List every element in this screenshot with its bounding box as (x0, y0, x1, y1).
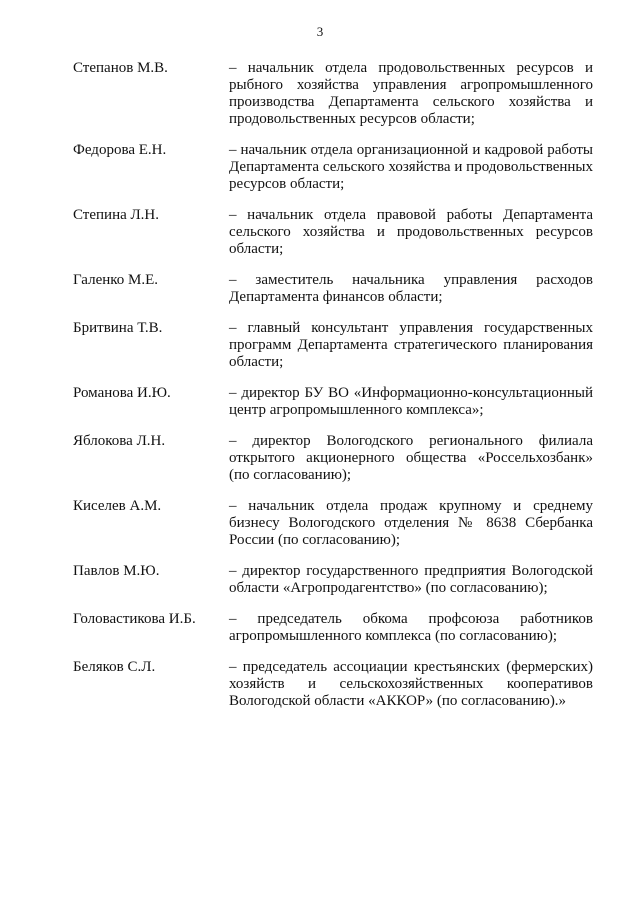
member-row (73, 563, 593, 597)
member-name: Яблокова Л.Н. (73, 433, 166, 449)
members-list (73, 60, 593, 724)
member-row (73, 611, 593, 645)
member-name: Степина Л.Н. (73, 207, 160, 223)
member-row (73, 320, 593, 371)
member-name: Киселев А.М. (73, 498, 162, 514)
member-name: Бритвина Т.В. (73, 320, 163, 336)
member-row (73, 433, 593, 484)
member-name: Павлов М.Ю. (73, 563, 160, 579)
member-role: – директор БУ ВО «Информационно-консультационный центр агропромышленного комплекса»; (229, 385, 593, 418)
member-role: – начальник отдела организационной и кадровой работы Департамента сельского хозяйства и продовольственных ресурсов области; (229, 142, 593, 192)
member-row (73, 142, 593, 193)
member-role: – директор государственного предприятия Вологодской области «Агропродагентство» (по согласованию); (229, 563, 593, 596)
member-role: – председатель обкома профсоюза работников агропромышленного комплекса (по согласованию); (229, 611, 593, 644)
member-name: Романова И.Ю. (73, 385, 171, 401)
member-row (73, 207, 593, 258)
member-row (73, 60, 593, 128)
member-name: Головастикова И.Б. (73, 611, 196, 627)
member-role: – заместитель начальника управления расходов Департамента финансов области; (229, 272, 593, 305)
member-row (73, 659, 593, 710)
member-row (73, 385, 593, 419)
member-name: Беляков С.Л. (73, 659, 156, 675)
member-name: Степанов М.В. (73, 60, 168, 76)
member-role: – начальник отдела правовой работы Департамента сельского хозяйства и продовольственных ресурсов области; (229, 207, 593, 257)
member-name: Галенко М.Е. (73, 272, 159, 288)
member-role: – председатель ассоциации крестьянских (фермерских) хозяйств и сельскохозяйственных кооперативов Вологодской области «АККОР» (по согласованию).» (229, 659, 593, 709)
member-role: – начальник отдела продовольственных ресурсов и рыбного хозяйства управления агропромышленного производства Департамента сельского хозяйства и продовольственных ресурсов области; (229, 60, 593, 127)
member-row (73, 498, 593, 549)
member-name: Федорова Е.Н. (73, 142, 167, 158)
member-role: – главный консультант управления государственных программ Департамента стратегического планирования области; (229, 320, 593, 370)
member-role: – начальник отдела продаж крупному и среднему бизнесу Вологодского отделения № 8638 Сбербанка России (по согласованию); (229, 498, 593, 548)
page-number: 3 (316, 24, 324, 39)
member-row (73, 272, 593, 306)
member-role: – директор Вологодского регионального филиала открытого акционерного общества «Россельхозбанк» (по согласованию); (229, 433, 593, 483)
